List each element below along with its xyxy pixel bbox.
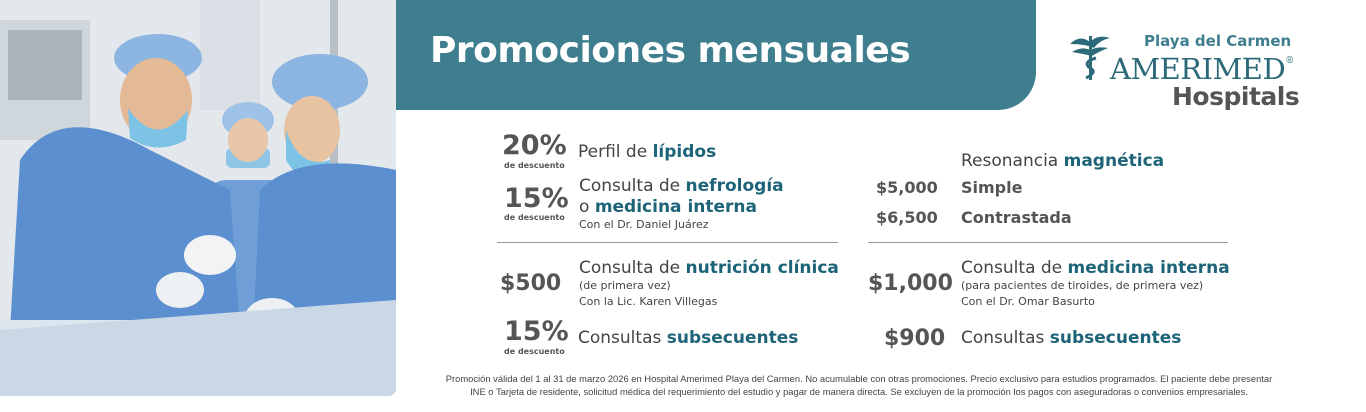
offer-text: Consultas subsecuentes <box>578 328 799 348</box>
price-contrast: $6,500 <box>876 208 938 227</box>
divider-left <box>497 242 838 243</box>
hero-photo <box>0 0 396 396</box>
footer-line-1: Promoción válida del 1 al 31 de marzo 2026 en Hospital Amerimed Playa del Carmen. No acumulable con otras promociones. Precio exclusivo para estudios programados. El paciente debe presentar <box>445 373 1273 384</box>
surgeons-illustration <box>0 0 396 396</box>
offer-note: (de primera vez) <box>579 279 671 292</box>
title-banner <box>396 0 1036 110</box>
discount-label: de descuento <box>504 213 565 222</box>
offer-amount: $900 <box>884 326 946 351</box>
price-simple: $5,000 <box>876 178 938 197</box>
amerimed-logo <box>1066 26 1316 116</box>
option-contrast: Contrastada <box>961 208 1072 227</box>
discount-label: de descuento <box>504 161 565 170</box>
offer-text-line2: o medicina interna <box>579 197 757 217</box>
offer-text-line1: Consulta de medicina interna <box>961 258 1230 278</box>
offer-amount: 20% <box>502 130 567 161</box>
discount-label: de descuento <box>504 347 565 356</box>
offer-doctor: Con el Dr. Omar Basurto <box>961 295 1095 308</box>
option-simple: Simple <box>961 178 1023 197</box>
logo-location: Playa del Carmen <box>1144 32 1292 50</box>
offer-amount: 15% <box>504 183 569 214</box>
footer-line-2: INE o Tarjeta de residente, solicitud médica del requerimiento del estudio y pagar de manera directa. Se excluyen de la promoción los pagos con aseguradoras o convenios empresariales. <box>470 386 1248 397</box>
page-title: Promociones mensuales <box>430 30 911 71</box>
logo-subtitle: Hospitals <box>1172 82 1300 111</box>
offer-title: Resonancia magnética <box>961 151 1165 171</box>
caduceus-icon <box>1068 30 1112 82</box>
logo-brand: AMERIMED® <box>1110 52 1294 86</box>
offer-amount: $1,000 <box>868 271 953 296</box>
offer-text: Consultas subsecuentes <box>961 328 1182 348</box>
offer-amount: 15% <box>504 316 569 347</box>
offer-text-line1: Consulta de nutrición clínica <box>579 258 839 278</box>
offer-text-line1: Consulta de nefrología <box>579 176 784 196</box>
offer-amount: $500 <box>500 271 562 296</box>
legal-footer <box>400 372 1318 398</box>
offer-doctor: Con el Dr. Daniel Juárez <box>579 218 709 231</box>
offer-doctor: Con la Lic. Karen Villegas <box>579 295 718 308</box>
offer-text: Perfil de lípidos <box>578 142 717 162</box>
offer-note: (para pacientes de tiroides, de primera vez) <box>961 279 1204 292</box>
divider-right <box>868 242 1228 243</box>
